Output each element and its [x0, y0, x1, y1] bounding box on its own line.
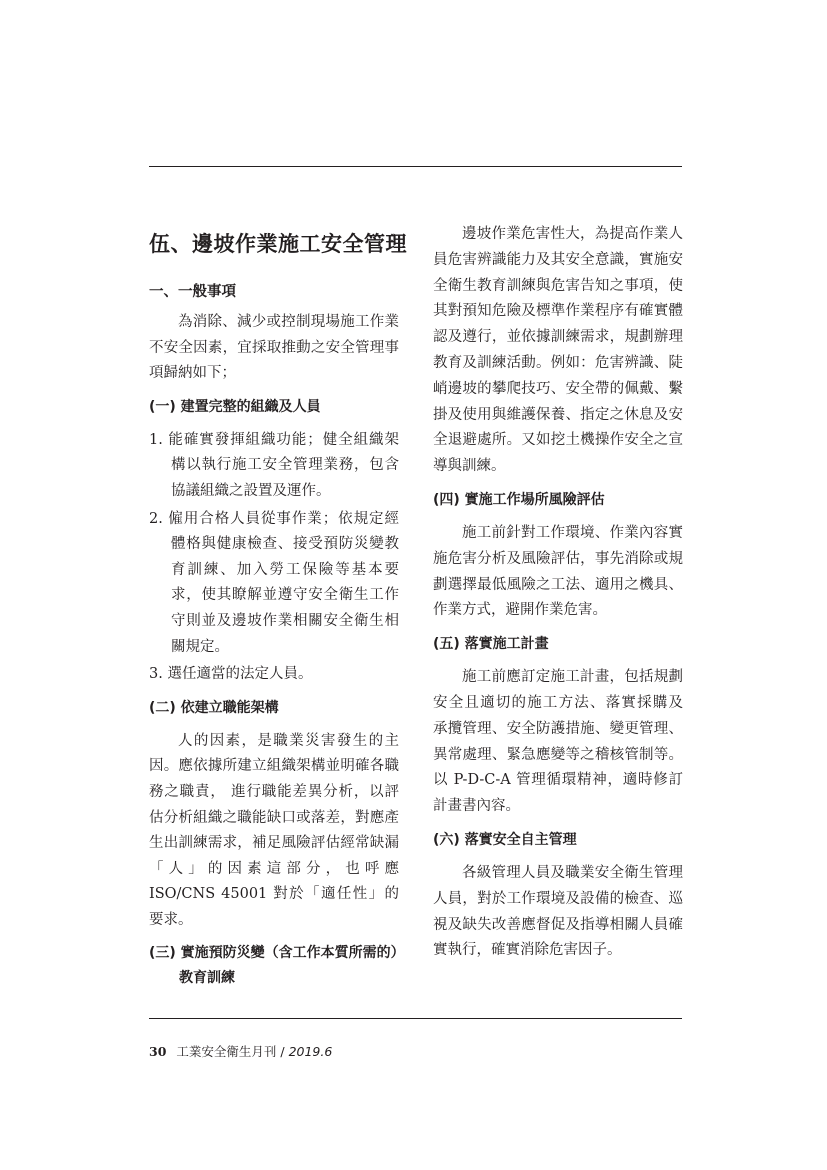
section-1-list [149, 428, 399, 688]
top-rule [149, 166, 682, 167]
issue-date: 2019.6 [288, 1044, 333, 1059]
section-general-intro: 為消除、減少或控制現場施工作業不安全因素，宜採取推動之安全管理事項歸納如下； [149, 314, 399, 382]
page-footer [149, 1042, 332, 1060]
section-5-heading: (五) 落實施工計畫 [433, 636, 549, 653]
bottom-rule [149, 1018, 682, 1019]
section-6-body: 各級管理人員及職業安全衛生管理人員，對於工作環境及設備的檢查、巡視及缺失改善應督促及指導相關人員確實執行，確實消除危害因子。 [433, 864, 683, 959]
right-column [433, 222, 683, 968]
section-6-heading: (六) 落實安全自主管理 [433, 831, 577, 848]
list-item: 1. 能確實發揮組織功能；健全組織架構以執行施工安全管理業務，包含協議組織之設置及運作。 [149, 431, 399, 499]
section-3-heading: (三) 實施預防災變（含工作本質所需的）教育訓練 [149, 945, 398, 987]
left-column [149, 222, 407, 999]
list-item: 3. 選任適當的法定人員。 [149, 666, 313, 683]
section-3-body: 邊坡作業危害性大，為提高作業人員危害辨識能力及其安全意識，實施安全衛生教育訓練與危害告知之事項，使其對預知危險及標準作業程序有確實體認及遵行，並依據訓練需求，規劃辦理教育及訓練活動。例如：危害辨識、陡峭邊坡的攀爬技巧、安全帶的佩戴、繫掛及使用與維護保養、指定之休息及安全退避處所。又如挖土機操作安全之宣導與訓練。 [433, 226, 683, 475]
list-item: 2. 僱用合格人員從事作業；依規定經體格與健康檢查、接受預防災變教育訓練、加入勞工保險等基本要求，使其瞭解並遵守安全衛生工作守則並及邊坡作業相關安全衛生相關規定。 [149, 510, 399, 655]
section-5-body: 施工前應訂定施工計畫，包括規劃安全且適切的施工方法、落實採購及 承攬管理、安全防護措施、變更管理、異常處理、緊急應變等之稽核管制等。以 P-D-C-A 管理循環精神，適時修訂計畫書內容。 [433, 669, 683, 815]
article-title: 伍、邊坡作業施工安全管理 [149, 232, 407, 256]
section-4-heading: (四) 實施工作場所風險評估 [433, 491, 605, 508]
section-4-body: 施工前針對工作環境、作業內容實施危害分析及風險評估，事先消除或規劃選擇最低風險之工法、適用之機具、作業方式，避開作業危害。 [433, 524, 683, 619]
section-2-heading: (二) 依建立職能架構 [149, 699, 279, 716]
section-general-heading: 一、一般事項 [149, 284, 236, 300]
section-2-body: 人的因素，是職業災害發生的主因。應依據所建立組織架構並明確各職務之職責， 進行職能差異分析，以評估分析組織之職能缺口或落差，對應產生出訓練需求，補足風險評估經常缺漏「人」的因素這部分，也呼應ISO/CNS 45001 對於「適任性」的要求。 [149, 732, 399, 928]
publication-name: 工業安全衛生月刊 / [176, 1044, 285, 1059]
section-1-heading: (一) 建置完整的組織及人員 [149, 398, 321, 415]
page-number: 30 [149, 1044, 167, 1059]
